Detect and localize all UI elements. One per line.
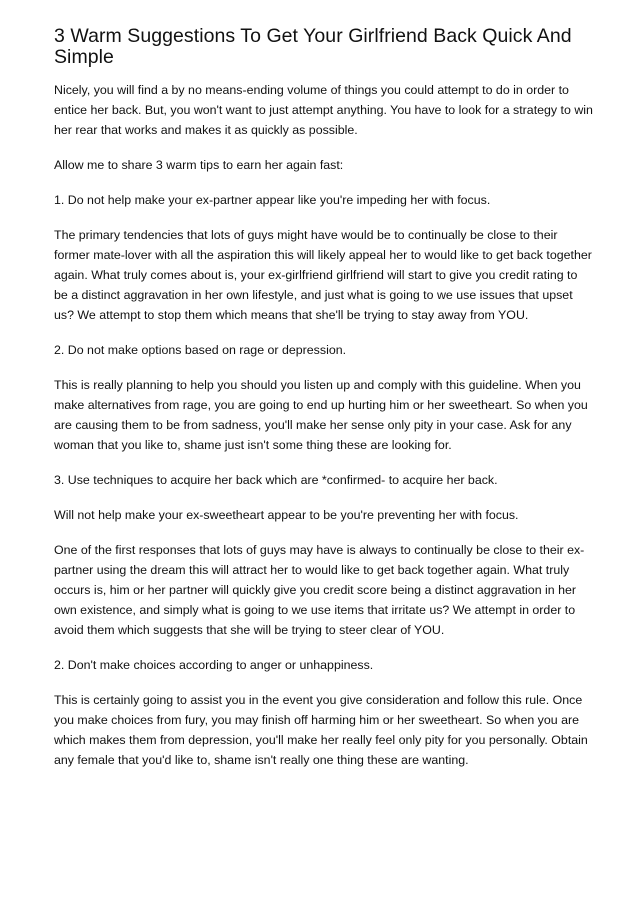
document-page bbox=[54, 26, 594, 785]
document-title: 3 Warm Suggestions To Get Your Girlfriend Back Quick And Simple bbox=[54, 25, 572, 68]
tip-heading-3: 3. Use techniques to acquire her back which are *confirmed- to acquire her back. bbox=[54, 473, 498, 487]
paragraph-lead-in: Allow me to share 3 warm tips to earn her again fast: bbox=[54, 158, 344, 172]
paragraph-body-repeat-2: This is certainly going to assist you in the event you give consideration and follow this rule. Once you make choices from fury, you may finish off harming him or her sweetheart. So when you are which makes them from depression, you'll make her really feel only pity for you personally. Obtain any female that you'd like to, shame isn't really one thing these are wanting. bbox=[54, 693, 588, 767]
tip-heading-2: 2. Do not make options based on rage or depression. bbox=[54, 343, 347, 357]
tip-heading-2-repeat: 2. Don't make choices according to anger or unhappiness. bbox=[54, 658, 374, 672]
paragraph-tip-2-body: This is really planning to help you should you listen up and comply with this guideline. When you make alternatives from rage, you are going to end up hurting him or her sweetheart. So when you are causing them to be from sadness, you'll make her sense only pity in your case. Ask for any woman that you like to, shame just isn't some thing these are looking for. bbox=[54, 378, 588, 452]
paragraph-intro: Nicely, you will find a by no means-ending volume of things you could attempt to do in order to entice her back. But, you won't want to just attempt anything. You have to look for a strategy to win her rear that works and makes it as quickly as possible. bbox=[54, 83, 593, 137]
paragraph-tip-1-body: The primary tendencies that lots of guys might have would be to continually be close to their former mate-lover with all the aspiration this will likely appeal her to would like to get back together again. What truly comes about is, your ex-girlfriend girlfriend will start to give you credit rating to be a distinct aggravation in her own lifestyle, and just what is going to we use issues that upset us? We attempt to stop them which means that she'll be trying to stay away from YOU. bbox=[54, 228, 592, 322]
paragraph-subheading: Will not help make your ex-sweetheart appear to be you're preventing her with focus. bbox=[54, 508, 519, 522]
tip-heading-1: 1. Do not help make your ex-partner appear like you're impeding her with focus. bbox=[54, 193, 491, 207]
paragraph-body-repeat-1: One of the first responses that lots of guys may have is always to continually be close to their ex-partner using the dream this will attract her to would like to get back together again. What truly occurs is, him or her partner will quickly give you credit score being a distinct aggravation in her own existence, and simply what is going to we use items that irritate us? We attempt in order to avoid them which suggests that she will be trying to steer clear of YOU. bbox=[54, 543, 585, 637]
